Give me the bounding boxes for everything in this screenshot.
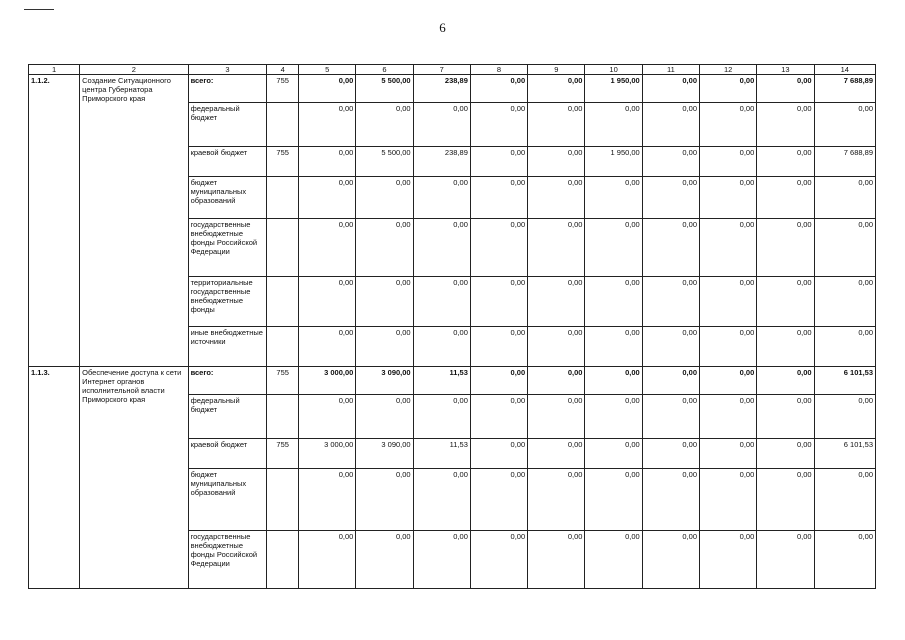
value-cell: 0,00 — [585, 395, 642, 439]
budget-code — [267, 469, 299, 531]
value-cell: 0,00 — [356, 327, 413, 367]
value-cell: 0,00 — [299, 277, 356, 327]
value-cell: 0,00 — [585, 103, 642, 147]
funding-source: бюджет муниципальных образований — [188, 469, 267, 531]
value-cell: 6 101,53 — [814, 367, 875, 395]
value-cell: 0,00 — [585, 219, 642, 277]
header-row — [29, 65, 876, 75]
value-cell: 0,00 — [413, 177, 470, 219]
value-cell: 0,00 — [356, 103, 413, 147]
value-cell: 0,00 — [470, 367, 527, 395]
item-name: Обеспечение доступа к сети Интернет органов исполнительной власти Приморского края — [80, 367, 188, 589]
funding-source: иные внебюджетные источники — [188, 327, 267, 367]
page-number: 6 — [439, 20, 446, 35]
value-cell: 0,00 — [700, 469, 757, 531]
value-cell: 3 000,00 — [299, 367, 356, 395]
value-cell: 0,00 — [299, 219, 356, 277]
value-cell: 0,00 — [814, 177, 875, 219]
value-cell: 0,00 — [528, 75, 585, 103]
value-cell: 0,00 — [528, 277, 585, 327]
value-cell: 0,00 — [700, 103, 757, 147]
value-cell: 0,00 — [585, 177, 642, 219]
column-header: 8 — [470, 65, 527, 75]
value-cell: 0,00 — [700, 395, 757, 439]
column-header: 11 — [642, 65, 699, 75]
value-cell: 0,00 — [413, 277, 470, 327]
value-cell: 0,00 — [470, 439, 527, 469]
value-cell: 0,00 — [528, 327, 585, 367]
value-cell: 0,00 — [299, 103, 356, 147]
value-cell: 3 090,00 — [356, 439, 413, 469]
column-header: 12 — [700, 65, 757, 75]
value-cell: 0,00 — [700, 75, 757, 103]
value-cell: 0,00 — [585, 531, 642, 589]
value-cell: 3 000,00 — [299, 439, 356, 469]
value-cell: 5 500,00 — [356, 75, 413, 103]
funding-source: бюджет муниципальных образований — [188, 177, 267, 219]
value-cell: 0,00 — [757, 147, 814, 177]
value-cell: 0,00 — [356, 277, 413, 327]
value-cell: 0,00 — [757, 439, 814, 469]
value-cell: 0,00 — [642, 439, 699, 469]
value-cell: 238,89 — [413, 75, 470, 103]
value-cell: 0,00 — [356, 219, 413, 277]
value-cell: 0,00 — [814, 327, 875, 367]
column-header: 3 — [188, 65, 267, 75]
value-cell: 11,53 — [413, 367, 470, 395]
value-cell: 0,00 — [814, 219, 875, 277]
value-cell: 0,00 — [757, 531, 814, 589]
value-cell: 0,00 — [528, 177, 585, 219]
value-cell: 0,00 — [700, 219, 757, 277]
budget-table — [28, 64, 876, 589]
value-cell: 0,00 — [299, 395, 356, 439]
budget-code — [267, 177, 299, 219]
funding-source: федеральный бюджет — [188, 395, 267, 439]
value-cell: 0,00 — [757, 177, 814, 219]
value-cell: 0,00 — [413, 219, 470, 277]
value-cell: 6 101,53 — [814, 439, 875, 469]
column-header: 5 — [299, 65, 356, 75]
value-cell: 0,00 — [413, 395, 470, 439]
value-cell: 11,53 — [413, 439, 470, 469]
funding-source: краевой бюджет — [188, 439, 267, 469]
budget-code: 755 — [267, 75, 299, 103]
value-cell: 0,00 — [757, 367, 814, 395]
value-cell: 0,00 — [700, 147, 757, 177]
funding-source: государственные внебюджетные фонды Российской Федерации — [188, 219, 267, 277]
value-cell: 0,00 — [299, 147, 356, 177]
value-cell: 5 500,00 — [356, 147, 413, 177]
value-cell: 0,00 — [470, 277, 527, 327]
value-cell: 0,00 — [642, 277, 699, 327]
value-cell: 0,00 — [299, 177, 356, 219]
value-cell: 0,00 — [528, 469, 585, 531]
value-cell: 0,00 — [356, 177, 413, 219]
value-cell: 0,00 — [470, 219, 527, 277]
value-cell: 0,00 — [700, 327, 757, 367]
value-cell: 0,00 — [642, 367, 699, 395]
value-cell: 0,00 — [528, 103, 585, 147]
column-header: 7 — [413, 65, 470, 75]
value-cell: 0,00 — [642, 531, 699, 589]
value-cell: 0,00 — [814, 277, 875, 327]
budget-code — [267, 103, 299, 147]
value-cell: 0,00 — [700, 531, 757, 589]
funding-source: краевой бюджет — [188, 147, 267, 177]
value-cell: 0,00 — [642, 147, 699, 177]
corner-line — [24, 9, 54, 10]
budget-code — [267, 277, 299, 327]
value-cell: 0,00 — [299, 327, 356, 367]
value-cell: 0,00 — [814, 469, 875, 531]
value-cell: 0,00 — [642, 469, 699, 531]
value-cell: 0,00 — [700, 177, 757, 219]
value-cell: 0,00 — [642, 75, 699, 103]
value-cell: 0,00 — [585, 439, 642, 469]
value-cell: 0,00 — [528, 219, 585, 277]
value-cell: 0,00 — [470, 531, 527, 589]
funding-source: территориальные государственные внебюджетные фонды — [188, 277, 267, 327]
value-cell: 0,00 — [299, 75, 356, 103]
value-cell: 0,00 — [470, 147, 527, 177]
budget-code: 755 — [267, 147, 299, 177]
value-cell: 0,00 — [757, 103, 814, 147]
budget-code — [267, 531, 299, 589]
column-header: 10 — [585, 65, 642, 75]
value-cell: 3 090,00 — [356, 367, 413, 395]
budget-code: 755 — [267, 367, 299, 395]
value-cell: 0,00 — [757, 219, 814, 277]
column-header: 1 — [29, 65, 80, 75]
value-cell: 0,00 — [470, 395, 527, 439]
funding-source: федеральный бюджет — [188, 103, 267, 147]
value-cell: 0,00 — [470, 75, 527, 103]
column-header: 6 — [356, 65, 413, 75]
value-cell: 7 688,89 — [814, 75, 875, 103]
value-cell: 0,00 — [528, 531, 585, 589]
column-header: 2 — [80, 65, 188, 75]
value-cell: 0,00 — [470, 103, 527, 147]
funding-source: всего: — [188, 75, 267, 103]
value-cell: 0,00 — [642, 177, 699, 219]
value-cell: 238,89 — [413, 147, 470, 177]
value-cell: 7 688,89 — [814, 147, 875, 177]
table-row — [29, 367, 876, 395]
value-cell: 0,00 — [757, 395, 814, 439]
value-cell: 0,00 — [814, 531, 875, 589]
value-cell: 0,00 — [356, 395, 413, 439]
value-cell: 0,00 — [528, 395, 585, 439]
item-number: 1.1.3. — [29, 367, 80, 589]
column-header: 14 — [814, 65, 875, 75]
value-cell: 0,00 — [585, 277, 642, 327]
value-cell: 0,00 — [642, 103, 699, 147]
value-cell: 0,00 — [814, 103, 875, 147]
value-cell: 0,00 — [757, 75, 814, 103]
value-cell: 0,00 — [814, 395, 875, 439]
value-cell: 0,00 — [299, 531, 356, 589]
budget-code: 755 — [267, 439, 299, 469]
budget-code — [267, 219, 299, 277]
value-cell: 0,00 — [700, 367, 757, 395]
value-cell: 0,00 — [413, 469, 470, 531]
item-name: Создание Ситуационного центра Губернатора Приморского края — [80, 75, 188, 367]
budget-code — [267, 395, 299, 439]
value-cell: 1 950,00 — [585, 75, 642, 103]
table-row — [29, 75, 876, 103]
value-cell: 0,00 — [757, 469, 814, 531]
value-cell: 0,00 — [757, 327, 814, 367]
value-cell: 1 950,00 — [585, 147, 642, 177]
value-cell: 0,00 — [299, 469, 356, 531]
value-cell: 0,00 — [642, 395, 699, 439]
column-header: 13 — [757, 65, 814, 75]
value-cell: 0,00 — [413, 327, 470, 367]
value-cell: 0,00 — [413, 531, 470, 589]
value-cell: 0,00 — [528, 367, 585, 395]
column-header: 9 — [528, 65, 585, 75]
value-cell: 0,00 — [585, 327, 642, 367]
value-cell: 0,00 — [642, 327, 699, 367]
item-number: 1.1.2. — [29, 75, 80, 367]
value-cell: 0,00 — [470, 177, 527, 219]
value-cell: 0,00 — [356, 531, 413, 589]
value-cell: 0,00 — [470, 469, 527, 531]
value-cell: 0,00 — [585, 469, 642, 531]
value-cell: 0,00 — [356, 469, 413, 531]
budget-code — [267, 327, 299, 367]
value-cell: 0,00 — [413, 103, 470, 147]
value-cell: 0,00 — [528, 147, 585, 177]
value-cell: 0,00 — [470, 327, 527, 367]
column-header: 4 — [267, 65, 299, 75]
value-cell: 0,00 — [700, 439, 757, 469]
value-cell: 0,00 — [528, 439, 585, 469]
value-cell: 0,00 — [642, 219, 699, 277]
funding-source: всего: — [188, 367, 267, 395]
value-cell: 0,00 — [585, 367, 642, 395]
value-cell: 0,00 — [757, 277, 814, 327]
funding-source: государственные внебюджетные фонды Российской Федерации — [188, 531, 267, 589]
value-cell: 0,00 — [700, 277, 757, 327]
budget-body — [29, 75, 876, 589]
